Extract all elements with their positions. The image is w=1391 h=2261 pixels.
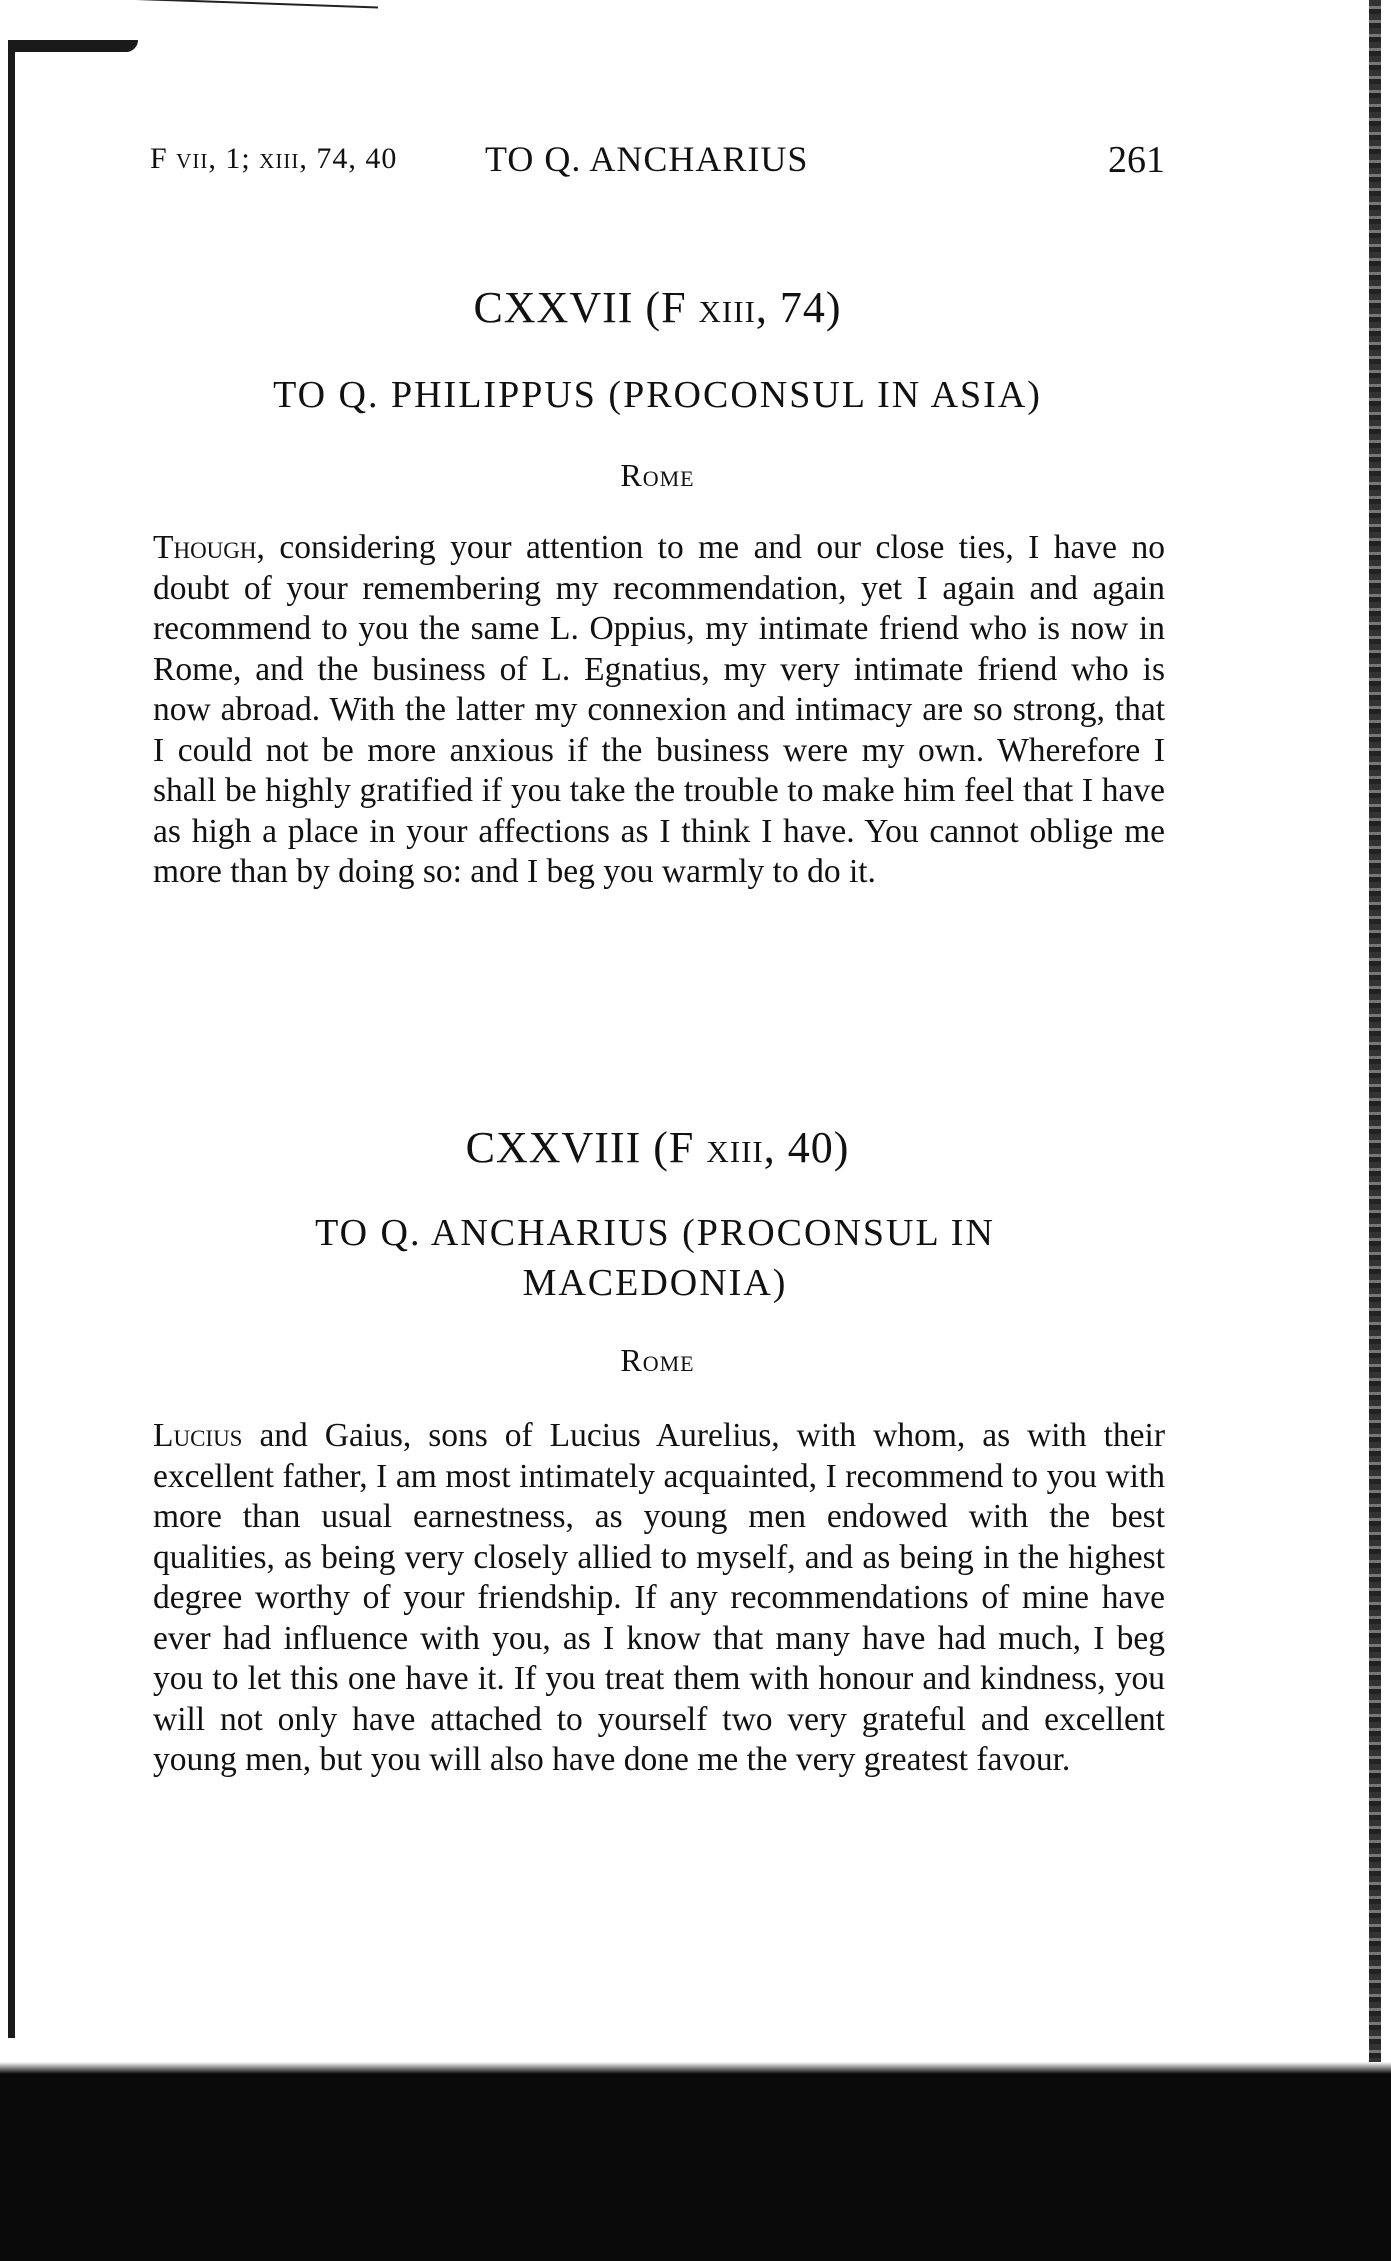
letter-number-heading [150, 282, 1165, 333]
letter-place: Rome [620, 457, 695, 493]
letter-number-heading [150, 1122, 1165, 1173]
letter-lead-word: Lucius [153, 1417, 243, 1454]
letter-source-ref: (F xiii, 40) [653, 1123, 850, 1172]
letter-source-ref: (F xiii, 74) [645, 283, 842, 332]
running-head-title: TO Q. ANCHARIUS [485, 139, 809, 179]
letter-addressee: TO Q. PHILIPPUS (PROCONSUL IN ASIA) [273, 374, 1042, 416]
page-number: 261 [1108, 139, 1165, 181]
scan-bottom-band [0, 2070, 1391, 2261]
scan-left-edge [8, 48, 15, 2038]
letter-body [153, 528, 1165, 893]
letter-body [153, 1416, 1165, 1781]
letter-place: Rome [620, 1342, 695, 1378]
letter-number: CXXVIII [465, 1123, 642, 1172]
letter-text: and Gaius, sons of Lucius Aurelius, with whom, as with their excellent father, I am most intimately acquainted, I recommend to you with more than usual earnestness, as young men endowed with the best qualities, as being very closely allied to myself, and as being in the highest degree worthy of your friendship. If any recommendations of mine have ever had influence with you, as I know that many have had much, I beg you to let this one have it. If you treat them with honour and kindness, you will not only have attached to yourself two very grateful and excellent young men, but you will also have done me the very greatest favour. [153, 1417, 1165, 1778]
running-head [150, 138, 1165, 181]
letter-number: CXXVII [473, 283, 634, 332]
running-head-refs: F vii, 1; xiii, 74, 40 [150, 142, 398, 175]
scan-right-edge [1369, 0, 1381, 2070]
letter-addressee: TO Q. ANCHARIUS (PROCONSUL IN MACEDONIA) [315, 1212, 995, 1304]
scan-page-corner [8, 40, 138, 52]
letter-text: considering your attention to me and our close ties, I have no doubt of your remembering my recommendation, yet I again and again recommend to you the same L. Oppius, my intimate friend who is now in Rome, and the business of L. Egnatius, my very intimate friend who is now abroad. With the latter my connexion and intimacy are so strong, that I could not be more anxious if the business were my own. Wherefore I shall be highly gratified if you take the trouble to make him feel that I have as high a place in your affections as I think I have. You cannot oblige me more than by doing so: and I beg you warmly to do it. [153, 529, 1165, 890]
letter-lead-word: Though, [153, 529, 265, 566]
